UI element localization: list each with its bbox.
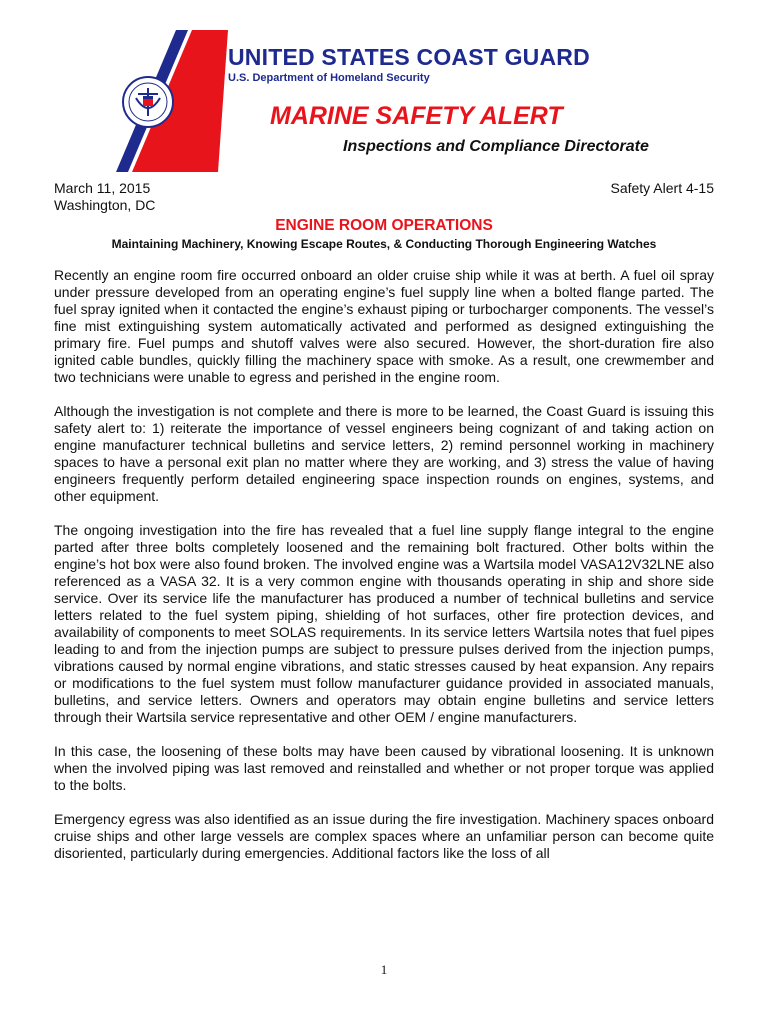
body-paragraph: Emergency egress was also identified as an issue during the fire investigation. Machinery spaces onboard cruise ships and other large vessels are complex spaces where an unfamiliar person can become quite disoriented, particularly during emergencies. Additional factors like the loss of all xyxy=(54,811,714,861)
alert-location: Washington, DC xyxy=(54,197,156,213)
document-subheading: Maintaining Machinery, Knowing Escape Routes, & Conducting Thorough Engineering Watches xyxy=(111,237,657,251)
page-number: 1 xyxy=(380,962,388,977)
body-paragraph: In this case, the loosening of these bolts may have been caused by vibrational loosening. It is unknown when the involved piping was last removed and reinstalled and whether or not proper torque was applied to the bolts. xyxy=(54,743,714,793)
org-name: UNITED STATES COAST GUARD xyxy=(228,44,590,70)
body-paragraph: Recently an engine room fire occurred onboard an older cruise ship while it was at berth. A fuel oil spray under pressure developed from an operating engine’s fuel supply line when a bolted flange parted. The fuel spray ignited when it contacted the engine’s exhaust piping or turbocharger components. The vessel’s fine mist extinguishing system automatically activated and performed as designed extinguishing the primary fire. Fuel pumps and shutoff valves were also secured. However, the short-duration fire also ignited cable bundles, quickly filling the machinery space with smoke. As a result, one crewmember and two technicians were unable to egress and perished in the engine room. xyxy=(54,267,714,385)
alert-title: MARINE SAFETY ALERT xyxy=(270,102,563,130)
alert-number: Safety Alert 4-15 xyxy=(610,180,714,196)
department-name: U.S. Department of Homeland Security xyxy=(228,72,430,84)
coast-guard-seal-icon xyxy=(123,77,173,127)
date-location-block xyxy=(54,180,155,214)
coast-guard-logo xyxy=(58,30,228,172)
document-heading: ENGINE ROOM OPERATIONS xyxy=(275,217,493,234)
directorate-name: Inspections and Compliance Directorate xyxy=(343,138,649,155)
document-body xyxy=(54,267,714,879)
alert-date: March 11, 2015 xyxy=(54,180,151,196)
body-paragraph: The ongoing investigation into the fire has revealed that a fuel line supply flange integral to the engine parted after three bolts completely loosened and the remaining bolt fractured. Other bolts within the engine’s hot box were also found broken. The involved engine was a Wartsila model VASA12V32LNE also referenced as a VASA 32. It is a very common engine with thousands operating in ship and shore side service. Over its service life the manufacturer has produced a number of technical bulletins and service letters related to the fuel system piping, shielding of hot surfaces, other fire protection devices, and availability of components to meet SOLAS requirements. In its service letters Wartsila notes that fuel pipes leading to and from the injection pumps are subject to pressure pulses derived from the injection pumps, vibrations caused by normal engine vibrations, and static stresses caused by heat expansion. Any repairs or modifications to the fuel system must follow manufacturer guidance provided in associated manuals, bulletins, and service letters. Owners and operators may obtain engine bulletins and service letters through their Wartsila service representative and other OEM / engine manufacturers. xyxy=(54,522,714,725)
body-paragraph: Although the investigation is not complete and there is more to be learned, the Coast Guard is issuing this safety alert to: 1) reiterate the importance of vessel engineers being cognizant of and taking action on engine manufacturer technical bulletins and service letters, 2) remind personnel working in machinery spaces to have a personal exit plan no matter where they are working, and 3) stress the value of having engineers frequently perform detailed engineering space inspection rounds on engines, systems, and other equipment. xyxy=(54,403,714,504)
